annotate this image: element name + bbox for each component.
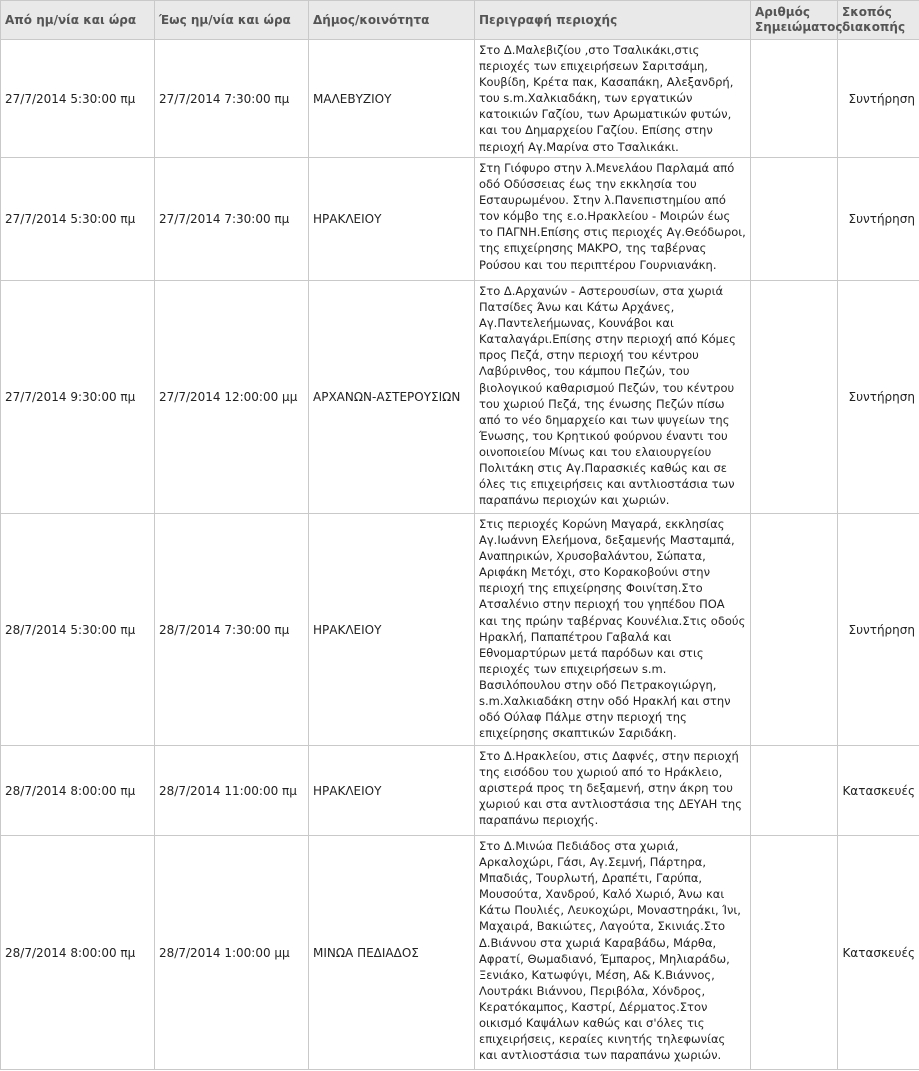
cell-note-number	[751, 40, 838, 158]
cell-description: Στις περιοχές Κορώνη Μαγαρά, εκκλησίας Αγ.Ιωάννη Ελεήμονα, δεξαμενής Μασταμπά, Αναπηρικών, Χρυσοβαλάντου, Σώπατα, Αριφάκη Μετόχι, στο Κορακοβούνι στην περιοχή της επιχείρησης Φοινίτση.Στο Ατσαλένιο στην περιοχή του γηπέδου ΠΟΑ και της πρώην ταβέρνας Κουνέλια.Στις οδούς Ηρακλή, Παπαπέτρου Γαβαλά και Εθνομαρτύρων μετά παρόδων και στις περιοχές των επιχειρήσεων s.m. Βασιλόπουλου στην οδό Πετρακογιώργη, s.m.Χαλκιαδάκη στην οδό Ηρακλή και στην οδό Ούλαφ Πάλμε στην περιοχή της επιχείρησης σκαπτικών Σαριδάκη.	[475, 514, 751, 746]
cell-note-number	[751, 836, 838, 1070]
cell-description: Στη Γιόφυρο στην λ.Μενελάου Παρλαμά από οδό Οδύσσειας έως την εκκλησία του Εσταυρωμένου. Στην λ.Πανεπιστημίου από τον κόμβο της ε.ο.Ηρακλείου - Μοιρών έως το ΠΑΓΝΗ.Επίσης στις περιοχές Αγ.Θεόδωροι, της επιχείρησης ΜΑΚΡΟ, της ταβέρνας Ρούσου και του περιπτέρου Γουρνιανάκη.	[475, 158, 751, 281]
cell-note-number	[751, 281, 838, 514]
table-row	[1, 40, 919, 158]
cell-from: 28/7/2014 8:00:00 πμ	[1, 836, 155, 1070]
cell-municipality: ΗΡΑΚΛΕΙΟΥ	[309, 158, 475, 281]
cell-to: 27/7/2014 7:30:00 πμ	[155, 158, 309, 281]
cell-purpose: Συντήρηση	[838, 40, 919, 158]
cell-municipality: ΜΑΛΕΒΥΖΙΟΥ	[309, 40, 475, 158]
cell-note-number	[751, 158, 838, 281]
cell-municipality: ΗΡΑΚΛΕΙΟΥ	[309, 746, 475, 836]
cell-to: 27/7/2014 12:00:00 μμ	[155, 281, 309, 514]
cell-purpose: Συντήρηση	[838, 281, 919, 514]
header-row	[1, 1, 919, 40]
cell-purpose: Κατασκευές	[838, 836, 919, 1070]
cell-from: 28/7/2014 8:00:00 πμ	[1, 746, 155, 836]
cell-to: 28/7/2014 11:00:00 πμ	[155, 746, 309, 836]
cell-from: 28/7/2014 5:30:00 πμ	[1, 514, 155, 746]
cell-municipality: ΗΡΑΚΛΕΙΟΥ	[309, 514, 475, 746]
cell-description: Στο Δ.Ηρακλείου, στις Δαφνές, στην περιοχή της εισόδου του χωριού από το Ηράκλειο, αριστερά προς τη δεξαμενή, στην άκρη του χωριού και στα αντλιοστάσια της ΔΕΥΑΗ της παραπάνω περιοχής.	[475, 746, 751, 836]
cell-from: 27/7/2014 9:30:00 πμ	[1, 281, 155, 514]
header-purpose: Σκοπός διακοπής	[838, 1, 919, 40]
header-municipality: Δήμος/κοινότητα	[309, 1, 475, 40]
table-header	[1, 1, 919, 40]
table-row	[1, 158, 919, 281]
cell-purpose: Συντήρηση	[838, 514, 919, 746]
cell-note-number	[751, 514, 838, 746]
cell-description: Στο Δ.Αρχανών - Αστερουσίων, στα χωριά Πατσίδες Άνω και Κάτω Αρχάνες, Αγ.Παντελεήμωνας, Κουνάβοι και Καταλαγάρι.Επίσης στην περιοχή από Κόμες προς Πεζά, στην περιοχή του κέντρου Λαβύρινθος, του κάμπου Πεζών, του βιολογικού καθαρισμού Πεζών, του κέντρου του χωριού Πεζά, της ένωσης Πεζών πίσω από το νέο δημαρχείο και των ψυγείων της Ένωσης, του Κρητικού φούρνου έναντι του οινοποιείου Μίνως και του ελαιουργείου Πολιτάκη στις Αγ.Παρασκιές καθώς και σε όλες τις επιχειρήσεις και αντλιοστάσια των παραπάνω περιοχών και χωριών.	[475, 281, 751, 514]
table-row	[1, 514, 919, 746]
cell-description: Στο Δ.Μαλεβιζίου ,στο Τσαλικάκι,στις περιοχές των επιχειρήσεων Σαριτσάμη, Κουβίδη, Κρέτα πακ, Κασαπάκη, Αλεξανδρή, του s.m.Χαλκιαδάκη, των εργατικών κατοικιών Γαζίου, των Αρωματικών φυτών, και του Δημαρχείου Γαζίου. Επίσης στην περιοχή Αγ.Μαρίνα στο Τσαλικάκι.	[475, 40, 751, 158]
cell-from: 27/7/2014 5:30:00 πμ	[1, 158, 155, 281]
table-row	[1, 281, 919, 514]
cell-purpose: Κατασκευές	[838, 746, 919, 836]
cell-purpose: Συντήρηση	[838, 158, 919, 281]
header-to: Έως ημ/νία και ώρα	[155, 1, 309, 40]
table-row	[1, 746, 919, 836]
cell-from: 27/7/2014 5:30:00 πμ	[1, 40, 155, 158]
table-body	[1, 40, 919, 1070]
cell-to: 28/7/2014 1:00:00 μμ	[155, 836, 309, 1070]
cell-municipality: ΜΙΝΩΑ ΠΕΔΙΑΔΟΣ	[309, 836, 475, 1070]
cell-municipality: ΑΡΧΑΝΩΝ-ΑΣΤΕΡΟΥΣΙΩΝ	[309, 281, 475, 514]
cell-description: Στο Δ.Μινώα Πεδιάδος στα χωριά, Αρκαλοχώρι, Γάσι, Αγ.Σεμνή, Πάρτηρα, Μπαδιάς, Τουρλωτή, Δραπέτι, Γαρύπα, Μουσούτα, Χανδρού, Καλό Χωριό, Άνω και Κάτω Πουλιές, Λευκοχώρι, Μοναστηράκι, Ίνι, Μαχαιρά, Βακιώτες, Λαγούτα, Σκινιάς.Στο Δ.Βιάννου στα χωριά Καραβάδω, Μάρθα, Αφρατί, Θωμαδιανό, Έμπαρος, Μηλιαράδω, Ξενιάκο, Κατωφύγι, Μέση, Α& Κ.Βιάννος, Λουτράκι Βιάννου, Περιβόλα, Χόνδρος, Κερατόκαμπος, Καστρί, Δέρματος.Στον οικισμό Καψάλων καθώς και σ'όλες τις επιχειρήσεις, κεραίες κινητής τηλεφωνίας και αντλιοστάσια των παραπάνω χωριών.	[475, 836, 751, 1070]
header-description: Περιγραφή περιοχής	[475, 1, 751, 40]
header-note-number: Αριθμός Σημειώματος	[751, 1, 838, 40]
cell-to: 27/7/2014 7:30:00 πμ	[155, 40, 309, 158]
table-row	[1, 836, 919, 1070]
header-from: Από ημ/νία και ώρα	[1, 1, 155, 40]
cell-to: 28/7/2014 7:30:00 πμ	[155, 514, 309, 746]
cell-note-number	[751, 746, 838, 836]
